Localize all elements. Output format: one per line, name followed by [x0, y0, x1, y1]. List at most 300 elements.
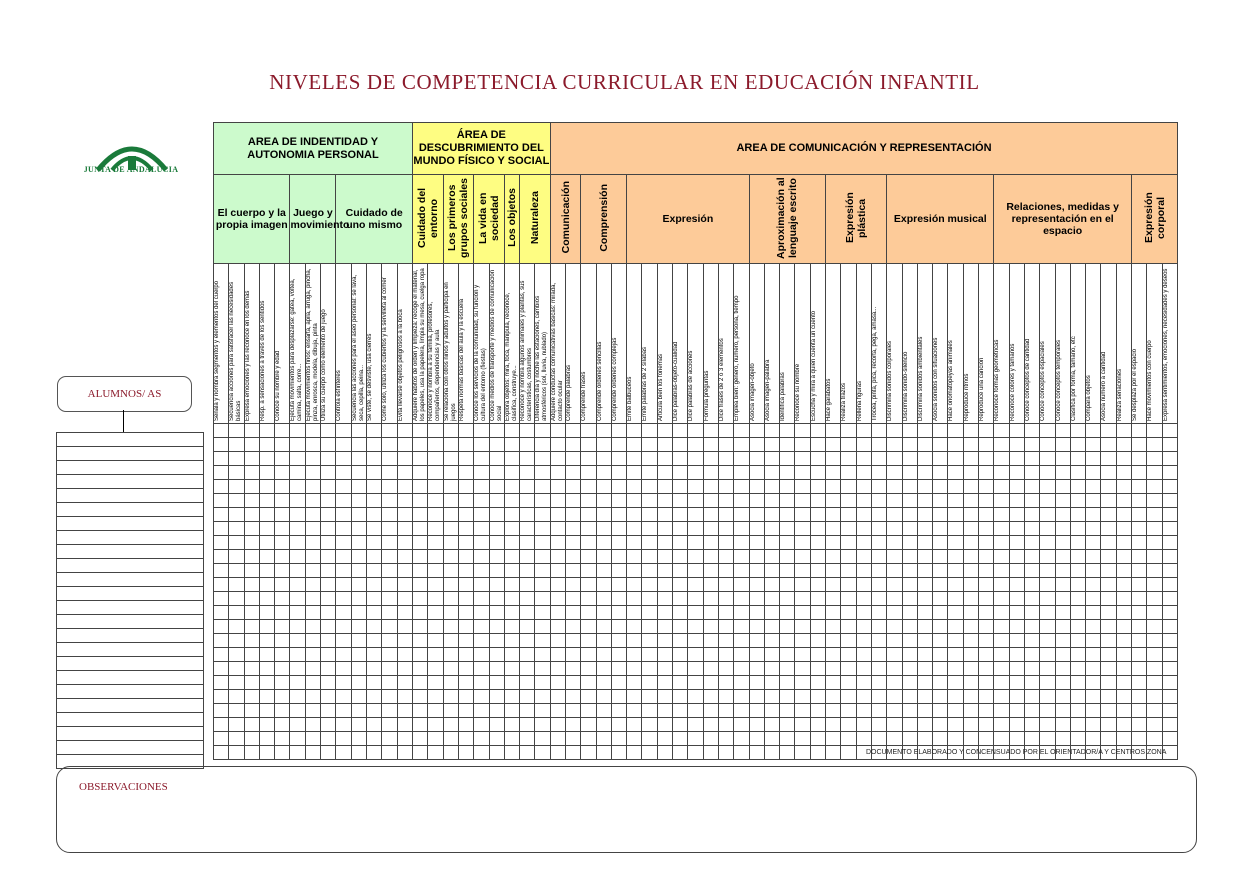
grade-cell[interactable]	[611, 424, 626, 438]
grade-cell[interactable]	[397, 578, 412, 592]
grade-cell[interactable]	[887, 536, 902, 550]
grade-cell[interactable]	[336, 592, 351, 606]
grade-cell[interactable]	[290, 606, 305, 620]
grade-cell[interactable]	[1040, 662, 1055, 676]
grade-cell[interactable]	[734, 634, 749, 648]
grade-cell[interactable]	[826, 494, 841, 508]
grade-cell[interactable]	[611, 648, 626, 662]
grade-cell[interactable]	[810, 718, 825, 732]
grade-cell[interactable]	[688, 662, 703, 676]
grade-cell[interactable]	[581, 438, 596, 452]
grade-cell[interactable]	[887, 550, 902, 564]
grade-cell[interactable]	[351, 494, 366, 508]
grade-cell[interactable]	[1147, 508, 1162, 522]
grade-cell[interactable]	[764, 704, 779, 718]
grade-cell[interactable]	[611, 704, 626, 718]
grade-cell[interactable]	[1101, 494, 1116, 508]
grade-cell[interactable]	[520, 522, 535, 536]
grade-cell[interactable]	[948, 578, 963, 592]
grade-cell[interactable]	[780, 718, 795, 732]
grade-cell[interactable]	[1055, 466, 1070, 480]
grade-cell[interactable]	[642, 592, 657, 606]
grade-cell[interactable]	[902, 676, 917, 690]
grade-cell[interactable]	[413, 690, 428, 704]
grade-cell[interactable]	[1101, 676, 1116, 690]
grade-cell[interactable]	[351, 536, 366, 550]
grade-cell[interactable]	[489, 648, 504, 662]
grade-cell[interactable]	[443, 634, 458, 648]
grade-cell[interactable]	[504, 424, 519, 438]
grade-cell[interactable]	[1040, 564, 1055, 578]
grade-cell[interactable]	[902, 480, 917, 494]
grade-cell[interactable]	[826, 662, 841, 676]
grade-cell[interactable]	[214, 466, 229, 480]
grade-cell[interactable]	[917, 634, 932, 648]
grade-cell[interactable]	[1070, 438, 1085, 452]
grade-cell[interactable]	[520, 480, 535, 494]
grade-cell[interactable]	[550, 578, 565, 592]
grade-cell[interactable]	[734, 466, 749, 480]
student-name-cell[interactable]	[57, 699, 204, 713]
grade-cell[interactable]	[428, 424, 443, 438]
grade-cell[interactable]	[397, 550, 412, 564]
grade-cell[interactable]	[458, 676, 473, 690]
grade-cell[interactable]	[810, 508, 825, 522]
grade-cell[interactable]	[535, 606, 550, 620]
grade-cell[interactable]	[305, 620, 320, 634]
grade-cell[interactable]	[458, 522, 473, 536]
grade-cell[interactable]	[275, 438, 290, 452]
grade-cell[interactable]	[611, 452, 626, 466]
grade-cell[interactable]	[810, 480, 825, 494]
grade-cell[interactable]	[366, 592, 381, 606]
grade-cell[interactable]	[581, 578, 596, 592]
grade-cell[interactable]	[627, 578, 642, 592]
grade-cell[interactable]	[305, 424, 320, 438]
grade-cell[interactable]	[443, 662, 458, 676]
grade-cell[interactable]	[275, 648, 290, 662]
grade-cell[interactable]	[275, 578, 290, 592]
grade-cell[interactable]	[657, 424, 672, 438]
grade-cell[interactable]	[520, 494, 535, 508]
grade-cell[interactable]	[963, 438, 978, 452]
grade-cell[interactable]	[703, 452, 718, 466]
grade-cell[interactable]	[550, 536, 565, 550]
grade-cell[interactable]	[718, 704, 733, 718]
grade-cell[interactable]	[1009, 508, 1024, 522]
grade-cell[interactable]	[994, 536, 1009, 550]
grade-cell[interactable]	[611, 634, 626, 648]
grade-cell[interactable]	[474, 592, 489, 606]
grade-cell[interactable]	[413, 452, 428, 466]
grade-cell[interactable]	[764, 466, 779, 480]
grade-cell[interactable]	[290, 704, 305, 718]
grade-cell[interactable]	[673, 424, 688, 438]
grade-cell[interactable]	[1040, 620, 1055, 634]
grade-cell[interactable]	[1147, 704, 1162, 718]
grade-cell[interactable]	[474, 508, 489, 522]
grade-cell[interactable]	[458, 704, 473, 718]
grade-cell[interactable]	[994, 648, 1009, 662]
grade-cell[interactable]	[535, 452, 550, 466]
grade-cell[interactable]	[336, 466, 351, 480]
grade-cell[interactable]	[382, 550, 397, 564]
grade-cell[interactable]	[826, 704, 841, 718]
grade-cell[interactable]	[596, 494, 611, 508]
grade-cell[interactable]	[1024, 466, 1039, 480]
grade-cell[interactable]	[382, 718, 397, 732]
grade-cell[interactable]	[1055, 508, 1070, 522]
grade-cell[interactable]	[856, 494, 871, 508]
grade-cell[interactable]	[244, 606, 259, 620]
grade-cell[interactable]	[673, 578, 688, 592]
grade-cell[interactable]	[734, 704, 749, 718]
grade-cell[interactable]	[413, 480, 428, 494]
grade-cell[interactable]	[795, 424, 810, 438]
grade-cell[interactable]	[596, 578, 611, 592]
grade-cell[interactable]	[566, 690, 581, 704]
grade-cell[interactable]	[642, 550, 657, 564]
grade-cell[interactable]	[764, 480, 779, 494]
grade-cell[interactable]	[764, 424, 779, 438]
grade-cell[interactable]	[321, 592, 336, 606]
grade-cell[interactable]	[382, 648, 397, 662]
grade-cell[interactable]	[795, 676, 810, 690]
grade-cell[interactable]	[214, 522, 229, 536]
grade-cell[interactable]	[596, 424, 611, 438]
grade-cell[interactable]	[351, 690, 366, 704]
grade-cell[interactable]	[1024, 522, 1039, 536]
grade-cell[interactable]	[979, 634, 994, 648]
grade-cell[interactable]	[826, 438, 841, 452]
grade-cell[interactable]	[596, 508, 611, 522]
grade-cell[interactable]	[948, 648, 963, 662]
grade-cell[interactable]	[871, 676, 886, 690]
grade-cell[interactable]	[290, 620, 305, 634]
grade-cell[interactable]	[933, 676, 948, 690]
grade-cell[interactable]	[229, 550, 244, 564]
grade-cell[interactable]	[841, 704, 856, 718]
grade-cell[interactable]	[795, 606, 810, 620]
grade-cell[interactable]	[780, 494, 795, 508]
grade-cell[interactable]	[474, 424, 489, 438]
grade-cell[interactable]	[535, 592, 550, 606]
grade-cell[interactable]	[826, 676, 841, 690]
grade-cell[interactable]	[550, 746, 565, 760]
grade-cell[interactable]	[305, 480, 320, 494]
grade-cell[interactable]	[275, 480, 290, 494]
grade-cell[interactable]	[566, 676, 581, 690]
grade-cell[interactable]	[566, 592, 581, 606]
grade-cell[interactable]	[642, 536, 657, 550]
grade-cell[interactable]	[1101, 522, 1116, 536]
grade-cell[interactable]	[871, 718, 886, 732]
grade-cell[interactable]	[1009, 732, 1024, 746]
grade-cell[interactable]	[596, 662, 611, 676]
grade-cell[interactable]	[673, 438, 688, 452]
grade-cell[interactable]	[749, 424, 764, 438]
grade-cell[interactable]	[795, 578, 810, 592]
grade-cell[interactable]	[366, 620, 381, 634]
grade-cell[interactable]	[627, 424, 642, 438]
grade-cell[interactable]	[841, 508, 856, 522]
grade-cell[interactable]	[244, 620, 259, 634]
grade-cell[interactable]	[688, 494, 703, 508]
grade-cell[interactable]	[764, 746, 779, 760]
grade-cell[interactable]	[1147, 690, 1162, 704]
grade-cell[interactable]	[382, 522, 397, 536]
grade-cell[interactable]	[366, 676, 381, 690]
grade-cell[interactable]	[1024, 480, 1039, 494]
grade-cell[interactable]	[933, 704, 948, 718]
grade-cell[interactable]	[1086, 732, 1101, 746]
grade-cell[interactable]	[749, 718, 764, 732]
grade-cell[interactable]	[229, 564, 244, 578]
grade-cell[interactable]	[902, 704, 917, 718]
grade-cell[interactable]	[1009, 634, 1024, 648]
grade-cell[interactable]	[581, 536, 596, 550]
grade-cell[interactable]	[979, 480, 994, 494]
grade-cell[interactable]	[994, 494, 1009, 508]
grade-cell[interactable]	[718, 536, 733, 550]
grade-cell[interactable]	[1055, 648, 1070, 662]
grade-cell[interactable]	[550, 704, 565, 718]
grade-cell[interactable]	[566, 522, 581, 536]
grade-cell[interactable]	[1116, 480, 1131, 494]
grade-cell[interactable]	[917, 592, 932, 606]
grade-cell[interactable]	[826, 606, 841, 620]
grade-cell[interactable]	[290, 480, 305, 494]
grade-cell[interactable]	[627, 494, 642, 508]
grade-cell[interactable]	[290, 550, 305, 564]
grade-cell[interactable]	[413, 564, 428, 578]
grade-cell[interactable]	[734, 732, 749, 746]
grade-cell[interactable]	[703, 536, 718, 550]
grade-cell[interactable]	[1055, 718, 1070, 732]
grade-cell[interactable]	[1024, 648, 1039, 662]
grade-cell[interactable]	[321, 648, 336, 662]
grade-cell[interactable]	[1024, 438, 1039, 452]
grade-cell[interactable]	[336, 522, 351, 536]
grade-cell[interactable]	[1131, 606, 1146, 620]
grade-cell[interactable]	[657, 522, 672, 536]
grade-cell[interactable]	[474, 676, 489, 690]
grade-cell[interactable]	[856, 452, 871, 466]
grade-cell[interactable]	[994, 592, 1009, 606]
grade-cell[interactable]	[703, 704, 718, 718]
grade-cell[interactable]	[1009, 452, 1024, 466]
grade-cell[interactable]	[214, 592, 229, 606]
grade-cell[interactable]	[566, 620, 581, 634]
student-name-cell[interactable]	[57, 531, 204, 545]
grade-cell[interactable]	[979, 592, 994, 606]
grade-cell[interactable]	[229, 578, 244, 592]
grade-cell[interactable]	[1086, 648, 1101, 662]
grade-cell[interactable]	[963, 550, 978, 564]
grade-cell[interactable]	[780, 620, 795, 634]
grade-cell[interactable]	[259, 676, 274, 690]
grade-cell[interactable]	[244, 704, 259, 718]
grade-cell[interactable]	[214, 480, 229, 494]
grade-cell[interactable]	[887, 592, 902, 606]
grade-cell[interactable]	[1101, 578, 1116, 592]
grade-cell[interactable]	[275, 466, 290, 480]
grade-cell[interactable]	[1086, 578, 1101, 592]
grade-cell[interactable]	[933, 620, 948, 634]
grade-cell[interactable]	[673, 452, 688, 466]
grade-cell[interactable]	[520, 466, 535, 480]
grade-cell[interactable]	[902, 648, 917, 662]
grade-cell[interactable]	[979, 676, 994, 690]
grade-cell[interactable]	[489, 564, 504, 578]
grade-cell[interactable]	[673, 718, 688, 732]
grade-cell[interactable]	[535, 508, 550, 522]
grade-cell[interactable]	[366, 634, 381, 648]
grade-cell[interactable]	[933, 494, 948, 508]
grade-cell[interactable]	[627, 662, 642, 676]
grade-cell[interactable]	[397, 536, 412, 550]
grade-cell[interactable]	[458, 452, 473, 466]
grade-cell[interactable]	[780, 424, 795, 438]
grade-cell[interactable]	[305, 494, 320, 508]
grade-cell[interactable]	[810, 536, 825, 550]
grade-cell[interactable]	[1086, 466, 1101, 480]
grade-cell[interactable]	[535, 620, 550, 634]
grade-cell[interactable]	[1131, 648, 1146, 662]
grade-cell[interactable]	[504, 704, 519, 718]
grade-cell[interactable]	[397, 690, 412, 704]
grade-cell[interactable]	[780, 592, 795, 606]
student-name-cell[interactable]	[57, 713, 204, 727]
grade-cell[interactable]	[611, 606, 626, 620]
grade-cell[interactable]	[611, 564, 626, 578]
grade-cell[interactable]	[718, 662, 733, 676]
grade-cell[interactable]	[428, 746, 443, 760]
grade-cell[interactable]	[458, 620, 473, 634]
grade-cell[interactable]	[917, 536, 932, 550]
grade-cell[interactable]	[917, 704, 932, 718]
grade-cell[interactable]	[657, 690, 672, 704]
grade-cell[interactable]	[902, 438, 917, 452]
grade-cell[interactable]	[764, 452, 779, 466]
grade-cell[interactable]	[1055, 634, 1070, 648]
grade-cell[interactable]	[1070, 564, 1085, 578]
grade-cell[interactable]	[657, 452, 672, 466]
grade-cell[interactable]	[642, 438, 657, 452]
grade-cell[interactable]	[336, 424, 351, 438]
grade-cell[interactable]	[596, 606, 611, 620]
grade-cell[interactable]	[397, 732, 412, 746]
grade-cell[interactable]	[489, 466, 504, 480]
grade-cell[interactable]	[1162, 424, 1178, 438]
grade-cell[interactable]	[458, 718, 473, 732]
grade-cell[interactable]	[550, 620, 565, 634]
grade-cell[interactable]	[458, 662, 473, 676]
grade-cell[interactable]	[703, 634, 718, 648]
grade-cell[interactable]	[397, 648, 412, 662]
grade-cell[interactable]	[596, 648, 611, 662]
grade-cell[interactable]	[642, 634, 657, 648]
grade-cell[interactable]	[550, 676, 565, 690]
grade-cell[interactable]	[382, 466, 397, 480]
grade-cell[interactable]	[366, 662, 381, 676]
grade-cell[interactable]	[535, 718, 550, 732]
grade-cell[interactable]	[1147, 550, 1162, 564]
grade-cell[interactable]	[1055, 424, 1070, 438]
grade-cell[interactable]	[902, 662, 917, 676]
grade-cell[interactable]	[856, 606, 871, 620]
grade-cell[interactable]	[244, 676, 259, 690]
grade-cell[interactable]	[902, 634, 917, 648]
grade-cell[interactable]	[259, 704, 274, 718]
grade-cell[interactable]	[229, 592, 244, 606]
grade-cell[interactable]	[902, 718, 917, 732]
grade-cell[interactable]	[596, 522, 611, 536]
grade-cell[interactable]	[244, 746, 259, 760]
grade-cell[interactable]	[382, 704, 397, 718]
grade-cell[interactable]	[535, 480, 550, 494]
grade-cell[interactable]	[657, 466, 672, 480]
grade-cell[interactable]	[749, 564, 764, 578]
grade-cell[interactable]	[826, 648, 841, 662]
grade-cell[interactable]	[351, 578, 366, 592]
grade-cell[interactable]	[780, 746, 795, 760]
grade-cell[interactable]	[963, 620, 978, 634]
grade-cell[interactable]	[795, 494, 810, 508]
grade-cell[interactable]	[1009, 438, 1024, 452]
grade-cell[interactable]	[474, 606, 489, 620]
grade-cell[interactable]	[550, 732, 565, 746]
grade-cell[interactable]	[489, 592, 504, 606]
grade-cell[interactable]	[841, 466, 856, 480]
grade-cell[interactable]	[413, 466, 428, 480]
grade-cell[interactable]	[734, 746, 749, 760]
grade-cell[interactable]	[611, 592, 626, 606]
grade-cell[interactable]	[810, 634, 825, 648]
grade-cell[interactable]	[657, 606, 672, 620]
grade-cell[interactable]	[1040, 438, 1055, 452]
grade-cell[interactable]	[611, 718, 626, 732]
grade-cell[interactable]	[1101, 606, 1116, 620]
grade-cell[interactable]	[963, 634, 978, 648]
grade-cell[interactable]	[657, 508, 672, 522]
grade-cell[interactable]	[871, 620, 886, 634]
grade-cell[interactable]	[1040, 634, 1055, 648]
grade-cell[interactable]	[1040, 718, 1055, 732]
grade-cell[interactable]	[703, 424, 718, 438]
grade-cell[interactable]	[259, 424, 274, 438]
grade-cell[interactable]	[290, 732, 305, 746]
grade-cell[interactable]	[795, 746, 810, 760]
grade-cell[interactable]	[1162, 620, 1178, 634]
grade-cell[interactable]	[336, 578, 351, 592]
grade-cell[interactable]	[1086, 522, 1101, 536]
grade-cell[interactable]	[520, 704, 535, 718]
grade-cell[interactable]	[810, 662, 825, 676]
grade-cell[interactable]	[856, 578, 871, 592]
grade-cell[interactable]	[550, 662, 565, 676]
grade-cell[interactable]	[642, 662, 657, 676]
grade-cell[interactable]	[948, 466, 963, 480]
grade-cell[interactable]	[229, 452, 244, 466]
grade-cell[interactable]	[887, 620, 902, 634]
grade-cell[interactable]	[489, 550, 504, 564]
grade-cell[interactable]	[673, 648, 688, 662]
grade-cell[interactable]	[581, 690, 596, 704]
grade-cell[interactable]	[642, 424, 657, 438]
grade-cell[interactable]	[474, 564, 489, 578]
grade-cell[interactable]	[887, 578, 902, 592]
